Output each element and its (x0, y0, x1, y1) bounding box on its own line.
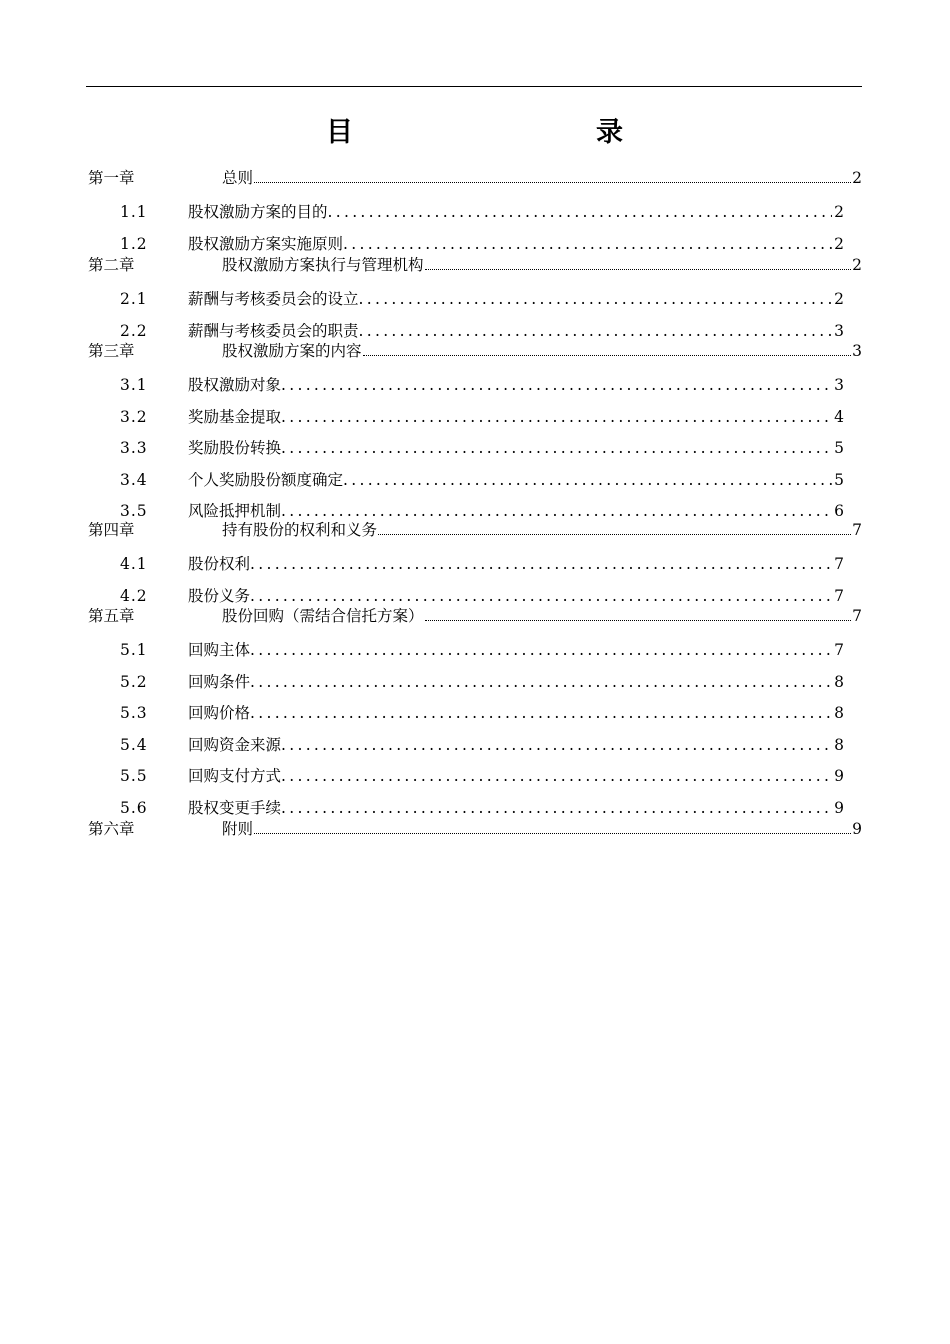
toc-section-row[interactable] (120, 638, 844, 660)
toc-section-row[interactable] (120, 373, 844, 395)
dot-leader (425, 605, 852, 622)
section-title: 股权激励方案的目的 (188, 203, 328, 221)
section-number: 4.2 (120, 586, 148, 605)
toc-chapter-row[interactable] (88, 604, 862, 626)
section-page-number: 9 (834, 767, 844, 785)
section-page-number: 8 (834, 735, 844, 754)
chapter-page-number: 2 (852, 169, 862, 187)
section-number: 1.2 (120, 234, 148, 253)
chapter-label: 第三章 (88, 342, 135, 360)
section-title: 回购支付方式 (188, 767, 282, 785)
dot-leader (250, 555, 832, 573)
dot-leader (378, 519, 851, 536)
section-number: 5.3 (120, 704, 148, 722)
section-page-number: 5 (834, 470, 844, 489)
section-page-number: 3 (834, 376, 844, 394)
section-page-number: 7 (834, 555, 844, 573)
dot-leader (281, 799, 832, 817)
section-title: 股权激励方案实施原则 (188, 234, 344, 253)
chapter-page-number: 9 (852, 820, 862, 838)
dot-leader (343, 235, 832, 253)
chapter-title: 持有股份的权利和义务 (222, 521, 378, 539)
section-number: 2.2 (120, 321, 148, 340)
toc-chapter-row[interactable] (88, 339, 862, 361)
section-number: 3.1 (120, 376, 148, 394)
toc-section-row[interactable] (120, 232, 844, 254)
section-page-number: 3 (834, 321, 844, 340)
toc-section-row[interactable] (120, 701, 844, 723)
toc-title-left: 目 (326, 117, 353, 148)
chapter-title: 总则 (222, 169, 254, 187)
section-number: 5.2 (120, 672, 148, 691)
section-title: 股权变更手续 (188, 798, 282, 817)
section-page-number: 2 (834, 203, 844, 221)
dot-leader (254, 818, 851, 835)
dot-leader (281, 408, 832, 426)
section-number: 3.2 (120, 407, 148, 426)
toc-section-row[interactable] (120, 733, 844, 755)
section-page-number: 6 (834, 502, 844, 520)
toc-section-row[interactable] (120, 552, 844, 574)
toc-chapter-row[interactable] (88, 518, 862, 540)
chapter-page-number: 2 (852, 256, 862, 274)
chapter-label: 第六章 (88, 820, 135, 838)
toc-section-row[interactable] (120, 796, 844, 818)
section-title: 股份义务 (188, 586, 251, 605)
section-number: 5.6 (120, 798, 148, 817)
toc-section-row[interactable] (120, 436, 844, 458)
section-title: 风险抵押机制 (188, 502, 282, 520)
toc-section-row[interactable] (120, 584, 844, 606)
dot-leader (250, 587, 832, 605)
dot-leader (328, 203, 833, 221)
dot-leader (250, 641, 832, 659)
section-number: 1.1 (120, 203, 148, 221)
dot-leader (359, 322, 833, 340)
section-page-number: 7 (834, 641, 844, 659)
toc-title-right: 录 (596, 117, 623, 148)
toc-section-row[interactable] (120, 200, 844, 222)
dot-leader (363, 340, 852, 357)
toc-chapter-row[interactable] (88, 817, 862, 839)
dot-leader (281, 736, 832, 754)
toc-section-row[interactable] (120, 319, 844, 341)
toc-section-row[interactable] (120, 405, 844, 427)
section-number: 5.5 (120, 767, 148, 785)
section-page-number: 8 (834, 672, 844, 691)
section-number: 2.1 (120, 290, 148, 308)
chapter-label: 第一章 (88, 169, 135, 187)
chapter-page-number: 7 (852, 607, 862, 625)
toc-chapter-row[interactable] (88, 253, 862, 275)
section-title: 个人奖励股份额度确定 (188, 470, 344, 489)
section-page-number: 4 (834, 407, 844, 426)
section-page-number: 9 (834, 798, 844, 817)
section-page-number: 7 (834, 586, 844, 605)
chapter-label: 第五章 (88, 607, 135, 625)
section-title: 回购资金来源 (188, 735, 282, 754)
chapter-title: 附则 (222, 820, 254, 838)
dot-leader (281, 376, 832, 394)
section-number: 5.4 (120, 735, 148, 754)
chapter-page-number: 3 (852, 342, 862, 360)
dot-leader (281, 767, 832, 785)
chapter-page-number: 7 (852, 521, 862, 539)
toc-section-row[interactable] (120, 670, 844, 692)
toc-chapter-row[interactable] (88, 166, 862, 188)
section-number: 3.3 (120, 439, 148, 457)
section-title: 股份权利 (188, 555, 251, 573)
section-title: 奖励股份转换 (188, 439, 282, 457)
section-number: 4.1 (120, 555, 148, 573)
section-title: 回购条件 (188, 672, 251, 691)
section-number: 3.4 (120, 470, 148, 489)
toc-section-row[interactable] (120, 287, 844, 309)
section-title: 薪酬与考核委员会的职责 (188, 321, 359, 340)
toc-section-row[interactable] (120, 764, 844, 786)
section-page-number: 2 (834, 290, 844, 308)
section-page-number: 5 (834, 439, 844, 457)
chapter-title: 股权激励方案的内容 (222, 342, 362, 360)
chapter-label: 第四章 (88, 521, 135, 539)
dot-leader (343, 471, 832, 489)
dot-leader (254, 167, 851, 184)
dot-leader (250, 704, 832, 722)
chapter-label: 第二章 (88, 256, 135, 274)
section-number: 3.5 (120, 502, 148, 520)
section-title: 回购价格 (188, 704, 251, 722)
dot-leader (425, 254, 852, 271)
section-title: 奖励基金提取 (188, 407, 282, 426)
section-page-number: 2 (834, 234, 844, 253)
chapter-title: 股份回购（需结合信托方案） (222, 607, 424, 625)
toc-section-row[interactable] (120, 468, 844, 490)
dot-leader (281, 439, 832, 457)
section-title: 股权激励对象 (188, 376, 282, 394)
section-page-number: 8 (834, 704, 844, 722)
dot-leader (250, 673, 832, 691)
section-title: 薪酬与考核委员会的设立 (188, 290, 359, 308)
section-number: 5.1 (120, 641, 148, 659)
dot-leader (359, 290, 833, 308)
chapter-title: 股权激励方案执行与管理机构 (222, 256, 424, 274)
section-title: 回购主体 (188, 641, 251, 659)
